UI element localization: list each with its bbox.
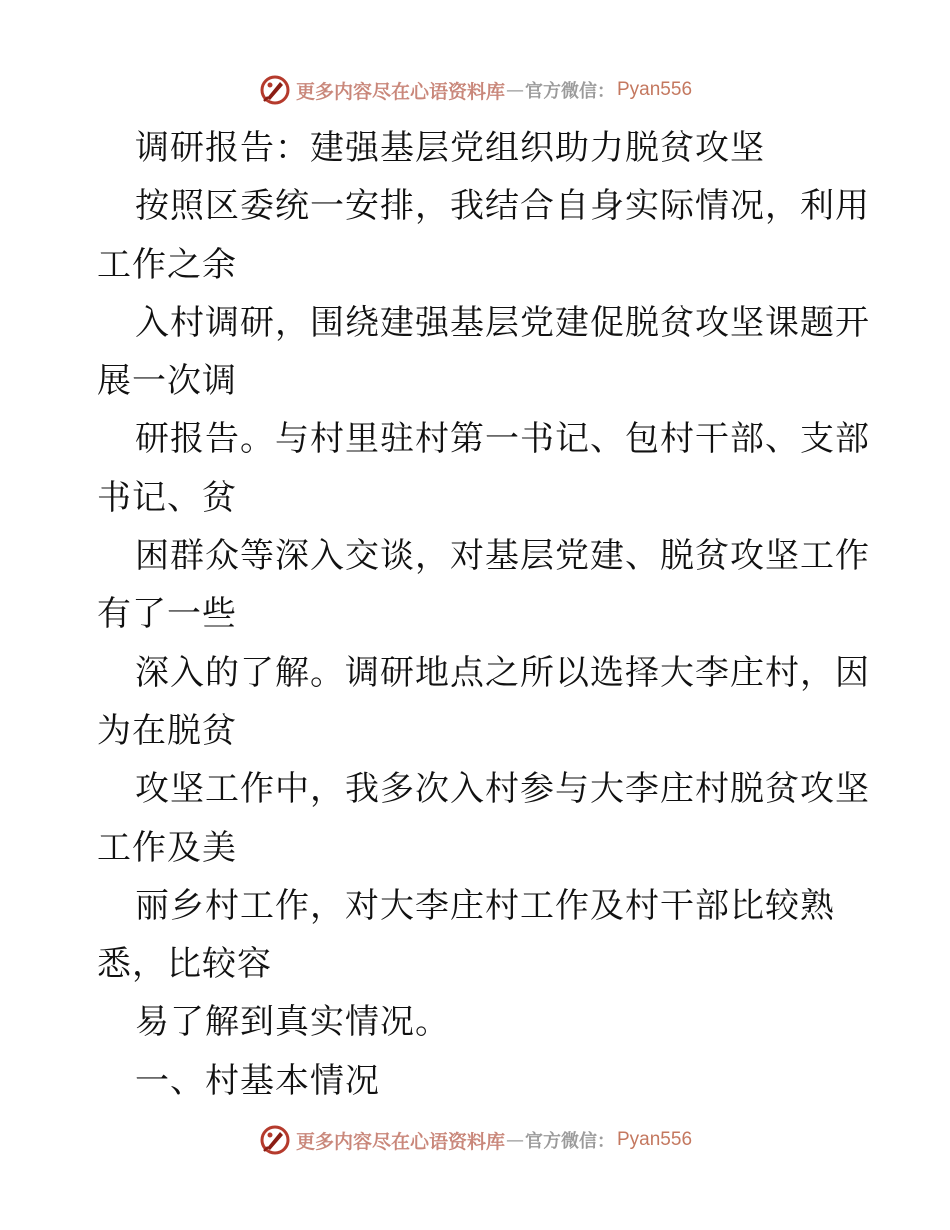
- document-title: 调研报告：建强基层党组织助力脱贫攻坚: [135, 128, 765, 168]
- paragraph-line: 工作及美: [97, 827, 237, 868]
- paragraph-line: 悉，比较容: [97, 944, 272, 985]
- paragraph-line: 易了解到真实情况。: [135, 1002, 450, 1043]
- paragraph-line: 书记、贫: [97, 477, 237, 518]
- footer-banner: [0, 1120, 950, 1160]
- paragraph-line: 入村调研，围绕建强基层党建促脱贫攻坚课题开: [135, 302, 870, 343]
- banner-main-text: 更多内容尽在心语资料库: [295, 1130, 505, 1153]
- banner-wechat-id: Pyan556: [617, 79, 693, 100]
- paragraph-line: 工作之余: [97, 244, 237, 285]
- banner-main-text: 更多内容尽在心语资料库: [295, 80, 505, 103]
- banner-dash: —: [506, 79, 524, 101]
- paragraph-line: 按照区委统一安排，我结合自身实际情况，利用: [135, 186, 870, 227]
- paragraph-line: 研报告。与村里驻村第一书记、包村干部、支部: [135, 419, 870, 460]
- document-body: [97, 119, 870, 1110]
- paragraph-line: 有了一些: [97, 594, 237, 635]
- section-heading: 一、村基本情况: [135, 1060, 380, 1101]
- quill-logo-icon: [258, 73, 292, 107]
- paragraph-line: 深入的了解。调研地点之所以选择大李庄村，因: [135, 652, 870, 693]
- quill-logo-icon: [258, 1123, 292, 1157]
- paragraph-line: 展一次调: [97, 361, 237, 402]
- paragraph-line: 攻坚工作中，我多次入村参与大李庄村脱贫攻坚: [135, 769, 870, 810]
- banner-sub-text: 官方微信：: [525, 81, 615, 102]
- banner-sub-text: 官方微信：: [525, 1131, 615, 1152]
- paragraph-line: 为在脱贫: [97, 710, 237, 751]
- paragraph-line: 丽乡村工作，对大李庄村工作及村干部比较熟: [135, 885, 835, 926]
- banner-dash: —: [506, 1129, 524, 1151]
- header-banner: [0, 70, 950, 110]
- paragraph-line: 困群众等深入交谈，对基层党建、脱贫攻坚工作: [135, 536, 870, 577]
- banner-wechat-id: Pyan556: [617, 1129, 693, 1150]
